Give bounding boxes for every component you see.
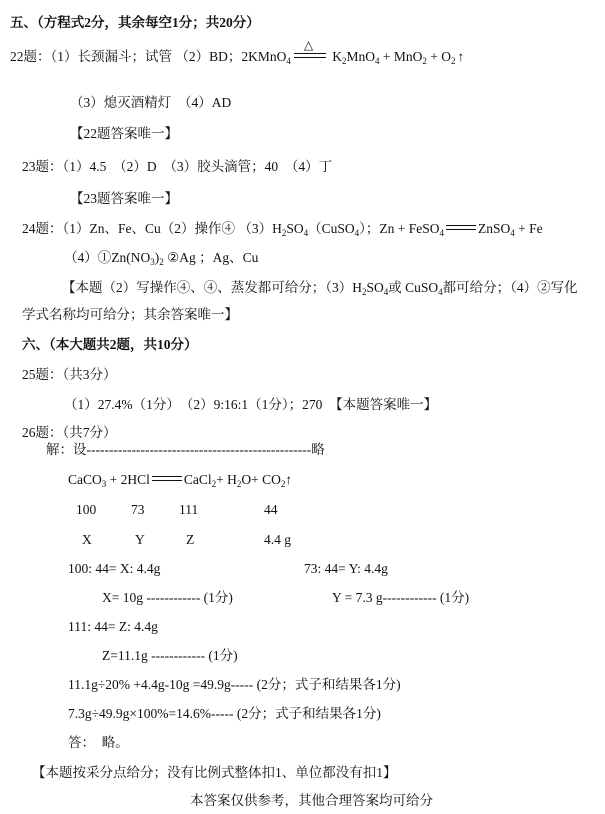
q26-z-result: Z=11.1g ------------ (1分) [102, 648, 238, 663]
q25-title: 25题：（共3分） [22, 367, 117, 382]
q26-title: 26题：（共7分） [22, 425, 117, 440]
molar-mass-hcl: 73 [131, 502, 145, 517]
q26-calc-1: 11.1g÷20% +4.4g-10g =49.9g----- (2分；式子和结果各1分) [68, 677, 401, 692]
molar-mass-caco3: 100 [76, 502, 97, 517]
q22-note: 【22题答案唯一】 [70, 126, 178, 141]
q26-ratio-y: 73: 44= Y: 4.4g [304, 561, 388, 576]
co2-mass: 4.4 g [264, 532, 291, 547]
q24-note-line1: 【本题（2）写操作④、④、蒸发都可给分；$(3)H_2SO_4$或 CuSO$_4$都可给分；（4）②写化 [62, 280, 578, 297]
molar-mass-cacl2: 111 [179, 502, 199, 517]
unknown-z: Z [186, 532, 195, 547]
molar-mass-co2: 44 [264, 502, 278, 517]
q26-y-result: Y = 7.3 g------------ (1分) [332, 590, 470, 605]
unknown-y: Y [135, 532, 145, 547]
section-5-heading: 五、（方程式2分，其余每空1分；共20分） [10, 15, 260, 30]
q23-line1: 23题：（1）4.5 （2）D （3）胶头滴管；40 （4）丁 [22, 159, 333, 174]
q26-equation: CaCO$_3$ + 2HCl CaCl$_2$+ $H_2O+$ $CO_2↑$ [68, 472, 293, 489]
q26-ratio-x: 100: 44= X: 4.4g [68, 561, 161, 576]
heat-equals-sign: △ [294, 49, 326, 63]
q23-note: 【23题答案唯一】 [70, 191, 178, 206]
footer-note: 本答案仅供参考，其他合理答案均可给分 [190, 793, 433, 808]
q26-note: 【本题按采分点给分；没有比例式整体扣1、单位都没有扣1】 [32, 765, 397, 780]
unknown-x: X [82, 532, 92, 547]
reaction-equals-sign [446, 224, 476, 232]
q25-answer: （1）27.4%（1分） （2）9:16:1（1分）；270 【本题答案唯一】 [64, 397, 438, 412]
q24-line2: $(4)①Zn(NO_3)_2$ ②Ag ；Ag、Cu [64, 250, 259, 267]
section-6-heading: 六、（本大题共2题，共10分） [22, 337, 198, 352]
q24-note-line2: 学式名称均可给分；其余答案唯一】 [22, 307, 238, 322]
q26-answer: 答： 略。 [68, 735, 129, 750]
reaction-equals-sign [152, 475, 182, 483]
q26-x-result: X= 10g ------------ (1分) [102, 590, 233, 605]
q24-line1: 24题：（1）Zn、Fe、Cu（2）操作④ $(3)H_2SO_4(CuSO_4)$；Zn + FeSO$_4$ ZnSO$_4$ + Fe [22, 221, 543, 238]
q22-line2: （3）熄灭酒精灯 （4）AD [70, 95, 232, 110]
q26-calc-2: 7.3g÷49.9g×100%=14.6%----- (2分；式子和结果各1分) [68, 706, 381, 721]
q26-ratio-z: 111: 44= Z: 4.4g [68, 619, 158, 634]
q26-setup: 解：设--------------------------------------------------略 [46, 442, 325, 457]
q22-line1: 22题：（1）长颈漏斗；试管 （2）BD；2KMnO$_4$ △ $K_2MnO_4 + MnO_2 + O_2$ ↑ [10, 38, 465, 66]
